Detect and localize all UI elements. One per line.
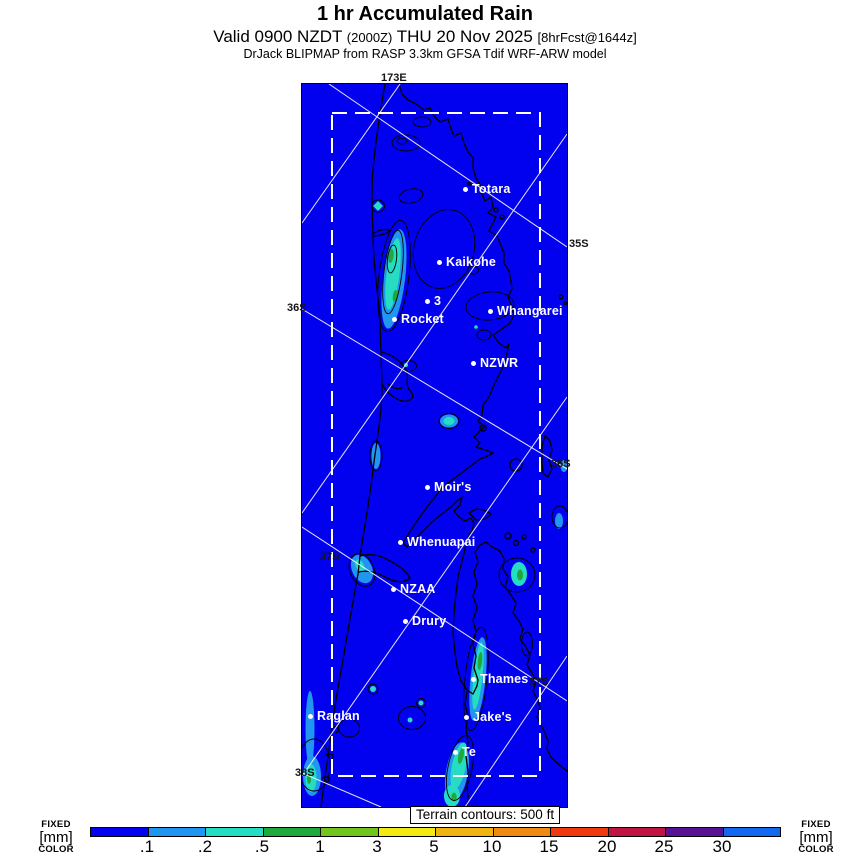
- caption-unit: [mm]: [39, 828, 73, 846]
- colorbar-segment: [609, 828, 667, 836]
- place-dot-icon: [398, 540, 403, 545]
- page-title: 1 hr Accumulated Rain: [317, 3, 533, 25]
- caption-color: COLOR: [38, 843, 74, 855]
- place-marker-nzwr: [471, 356, 518, 370]
- place-label: NZWR: [480, 356, 519, 370]
- place-marker-nzaa: [391, 582, 436, 596]
- place-marker-whenuapai: [398, 535, 475, 549]
- colorbar-segment: [666, 828, 724, 836]
- place-label: Jake's: [473, 710, 512, 724]
- place-marker-whangarei: [488, 304, 563, 318]
- place-dot-icon: [471, 677, 476, 682]
- place-label: Kaikohe: [446, 255, 497, 269]
- place-marker-totara: [463, 182, 510, 196]
- valid-time-line: [0, 27, 850, 47]
- colorbar-segment: [494, 828, 552, 836]
- place-label: Thames: [480, 672, 529, 686]
- place-label: Drury: [412, 614, 447, 628]
- colorbar-tick: .2: [197, 837, 213, 856]
- colorbar-segment: [379, 828, 437, 836]
- colorbar-caption-right: [781, 820, 850, 854]
- colorbar-tick: 1: [315, 837, 325, 856]
- place-marker-raglan: [308, 709, 360, 723]
- terrain-contours-note: Terrain contours: 500 ft: [410, 806, 560, 824]
- grid-label-37s-left: 37S: [320, 551, 340, 563]
- valid-date: THU 20 Nov 2025: [392, 27, 538, 46]
- place-dot-icon: [437, 260, 442, 265]
- colorbar-tick: 3: [372, 837, 382, 856]
- caption-fixed: FIXED: [41, 819, 71, 830]
- place-label: Te: [462, 745, 477, 759]
- grid-label-36s-left: 36S: [287, 302, 307, 314]
- caption-color: COLOR: [798, 843, 834, 855]
- colorbar-tick: 20: [597, 837, 617, 856]
- colorbar-segment: [206, 828, 264, 836]
- rain-colorbar: [90, 827, 781, 837]
- place-label: Rocket: [401, 312, 444, 326]
- place-label: Raglan: [317, 709, 360, 723]
- valid-zulu: (2000Z): [346, 30, 393, 45]
- place-marker-jakes: [464, 710, 512, 724]
- colorbar-caption-left: [21, 820, 91, 854]
- colorbar-tick: .1: [139, 837, 155, 856]
- place-dot-icon: [403, 619, 408, 624]
- place-marker-te: [453, 745, 476, 759]
- place-marker-moirs: [425, 480, 472, 494]
- colorbar-segment: [551, 828, 609, 836]
- colorbar-segment: [724, 828, 781, 836]
- caption-fixed: FIXED: [801, 819, 831, 830]
- colorbar-segment: [91, 828, 149, 836]
- grid-label-36s-right: 36S: [551, 458, 571, 470]
- place-label: 3: [434, 294, 442, 308]
- grid-label-35s: 35S: [569, 238, 589, 250]
- colorbar-segment: [149, 828, 207, 836]
- place-marker-thames: [471, 672, 528, 686]
- model-source-line: DrJack BLIPMAP from RASP 3.3km GFSA Tdif WRF-ARW model: [243, 47, 607, 61]
- colorbar-tick: 10: [482, 837, 502, 856]
- place-marker-drury: [403, 614, 446, 628]
- place-dot-icon: [453, 750, 458, 755]
- caption-unit: [mm]: [799, 828, 833, 846]
- colorbar-tick: 30: [712, 837, 732, 856]
- colorbar-tick: 5: [429, 837, 439, 856]
- grid-label-173e: 173E: [381, 72, 407, 84]
- place-dot-icon: [392, 317, 397, 322]
- place-dot-icon: [464, 715, 469, 720]
- place-marker-rocket: [392, 312, 444, 326]
- place-dot-icon: [425, 485, 430, 490]
- place-label: Totara: [472, 182, 511, 196]
- place-dot-icon: [463, 187, 468, 192]
- colorbar-segment: [321, 828, 379, 836]
- place-label: Whangarei: [497, 304, 563, 318]
- valid-prefix: Valid 0900 NZDT: [213, 27, 347, 46]
- grid-label-37s-right: 37S: [529, 676, 549, 688]
- place-marker-3: [425, 294, 441, 308]
- forecast-map[interactable]: [301, 83, 568, 808]
- colorbar-tick: 25: [654, 837, 674, 856]
- colorbar-segment: [436, 828, 494, 836]
- place-dot-icon: [488, 309, 493, 314]
- place-label: NZAA: [400, 582, 436, 596]
- grid-label-38s: 38S: [295, 767, 315, 779]
- place-label: Moir's: [434, 480, 472, 494]
- place-dot-icon: [471, 361, 476, 366]
- colorbar-segment: [264, 828, 322, 836]
- place-dot-icon: [391, 587, 396, 592]
- colorbar-tick: .5: [254, 837, 270, 856]
- map-canvas: [302, 84, 567, 807]
- valid-fcst: [8hrFcst@1644z]: [537, 30, 637, 45]
- colorbar-tick: 15: [539, 837, 559, 856]
- place-dot-icon: [425, 299, 430, 304]
- place-dot-icon: [308, 714, 313, 719]
- place-marker-kaikohe: [437, 255, 496, 269]
- place-label: Whenuapai: [407, 535, 476, 549]
